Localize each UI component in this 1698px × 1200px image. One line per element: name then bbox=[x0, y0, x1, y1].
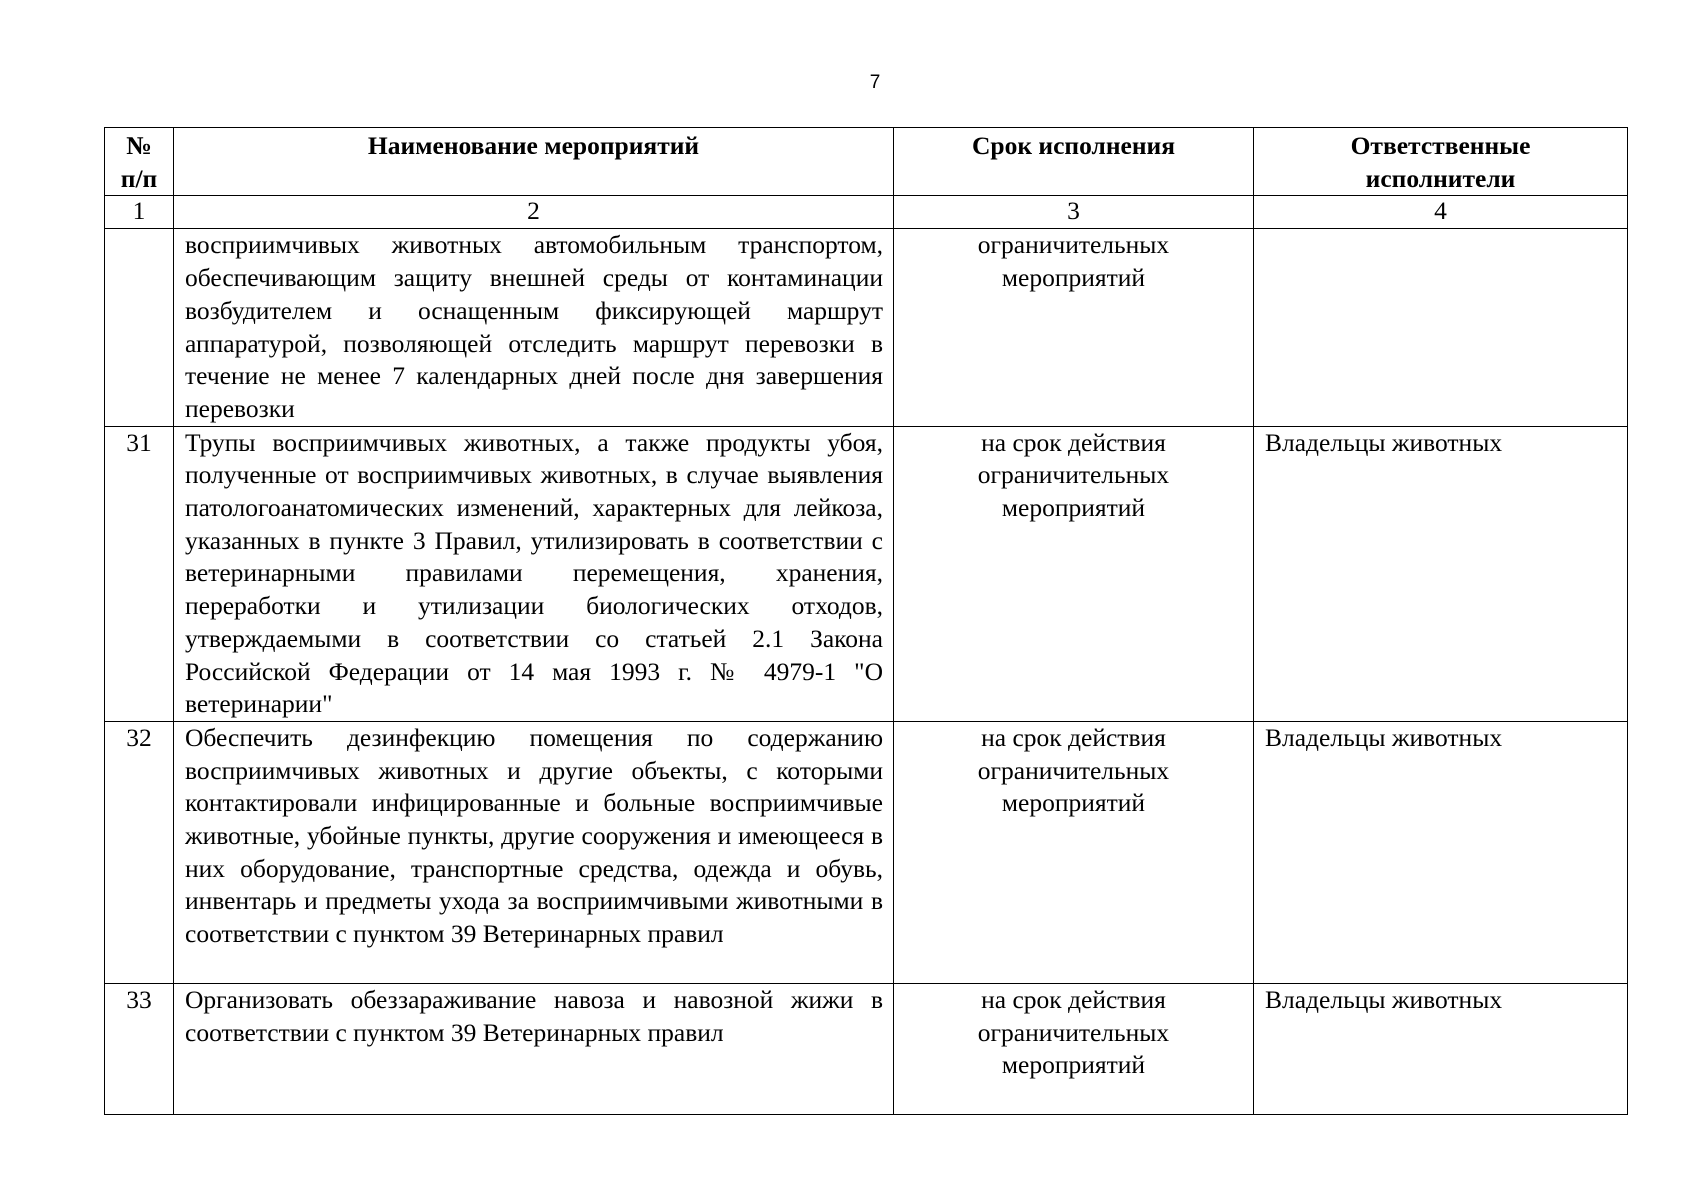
column-index: 3 bbox=[894, 196, 1254, 229]
header-term: Срок исполнения bbox=[894, 128, 1254, 196]
measure-responsible: Владельцы животных bbox=[1254, 721, 1628, 983]
measure-name: Обеспечить дезинфекцию помещения по содержанию восприимчивых животных и другие объекты, с которыми контактировали инфицированные и больные восприимчивые животные, убойные пункты, другие сооружения и имеющееся в них оборудование, транспортные средства, одежда и обувь, инвентарь и предметы ухода за восприимчивыми животными в соответствии с пунктом 39 Ветеринарных правил bbox=[174, 721, 894, 983]
table-row bbox=[105, 426, 1628, 721]
row-number: 33 bbox=[105, 983, 174, 1114]
row-number: 32 bbox=[105, 721, 174, 983]
table-row bbox=[105, 721, 1628, 983]
measure-name: Организовать обеззараживание навоза и навозной жижи в соответствии с пунктом 39 Ветеринарных правил bbox=[174, 983, 894, 1114]
header-name: Наименование мероприятий bbox=[174, 128, 894, 196]
column-index: 4 bbox=[1254, 196, 1628, 229]
measures-table bbox=[104, 127, 1628, 1115]
column-index-row bbox=[105, 196, 1628, 229]
measure-term: на срок действия ограничительных мероприятий bbox=[894, 983, 1254, 1114]
column-index: 2 bbox=[174, 196, 894, 229]
page-number: 7 bbox=[869, 72, 881, 93]
header-responsible: Ответственные исполнители bbox=[1254, 128, 1628, 196]
measure-term: ограничительных мероприятий bbox=[894, 229, 1254, 426]
measure-name: восприимчивых животных автомобильным транспортом, обеспечивающим защиту внешней среды от контаминации возбудителем и оснащенным фиксирующей маршрут аппаратурой, позволяющей отследить маршрут перевозки в течение не менее 7 календарных дней после дня завершения перевозки bbox=[174, 229, 894, 426]
measure-responsible bbox=[1254, 229, 1628, 426]
column-index: 1 bbox=[105, 196, 174, 229]
table-header-row bbox=[105, 128, 1628, 196]
row-number: 31 bbox=[105, 426, 174, 721]
row-number bbox=[105, 229, 174, 426]
table-row bbox=[105, 983, 1628, 1114]
header-number: № п/п bbox=[105, 128, 174, 196]
table-row bbox=[105, 229, 1628, 426]
measure-responsible: Владельцы животных bbox=[1254, 983, 1628, 1114]
measure-name: Трупы восприимчивых животных, а также продукты убоя, полученные от восприимчивых животных, в случае выявления патологоанатомических изменений, характерных для лейкоза, указанных в пункте 3 Правил, утилизировать в соответствии с ветеринарными правилами перемещения, хранения, переработки и утилизации биологических отходов, утверждаемыми в соответствии со статьей 2.1 Закона Российской Федерации от 14 мая 1993 г. № 4979-1 "О ветеринарии" bbox=[174, 426, 894, 721]
measure-responsible: Владельцы животных bbox=[1254, 426, 1628, 721]
measure-term: на срок действия ограничительных мероприятий bbox=[894, 426, 1254, 721]
measure-term: на срок действия ограничительных мероприятий bbox=[894, 721, 1254, 983]
